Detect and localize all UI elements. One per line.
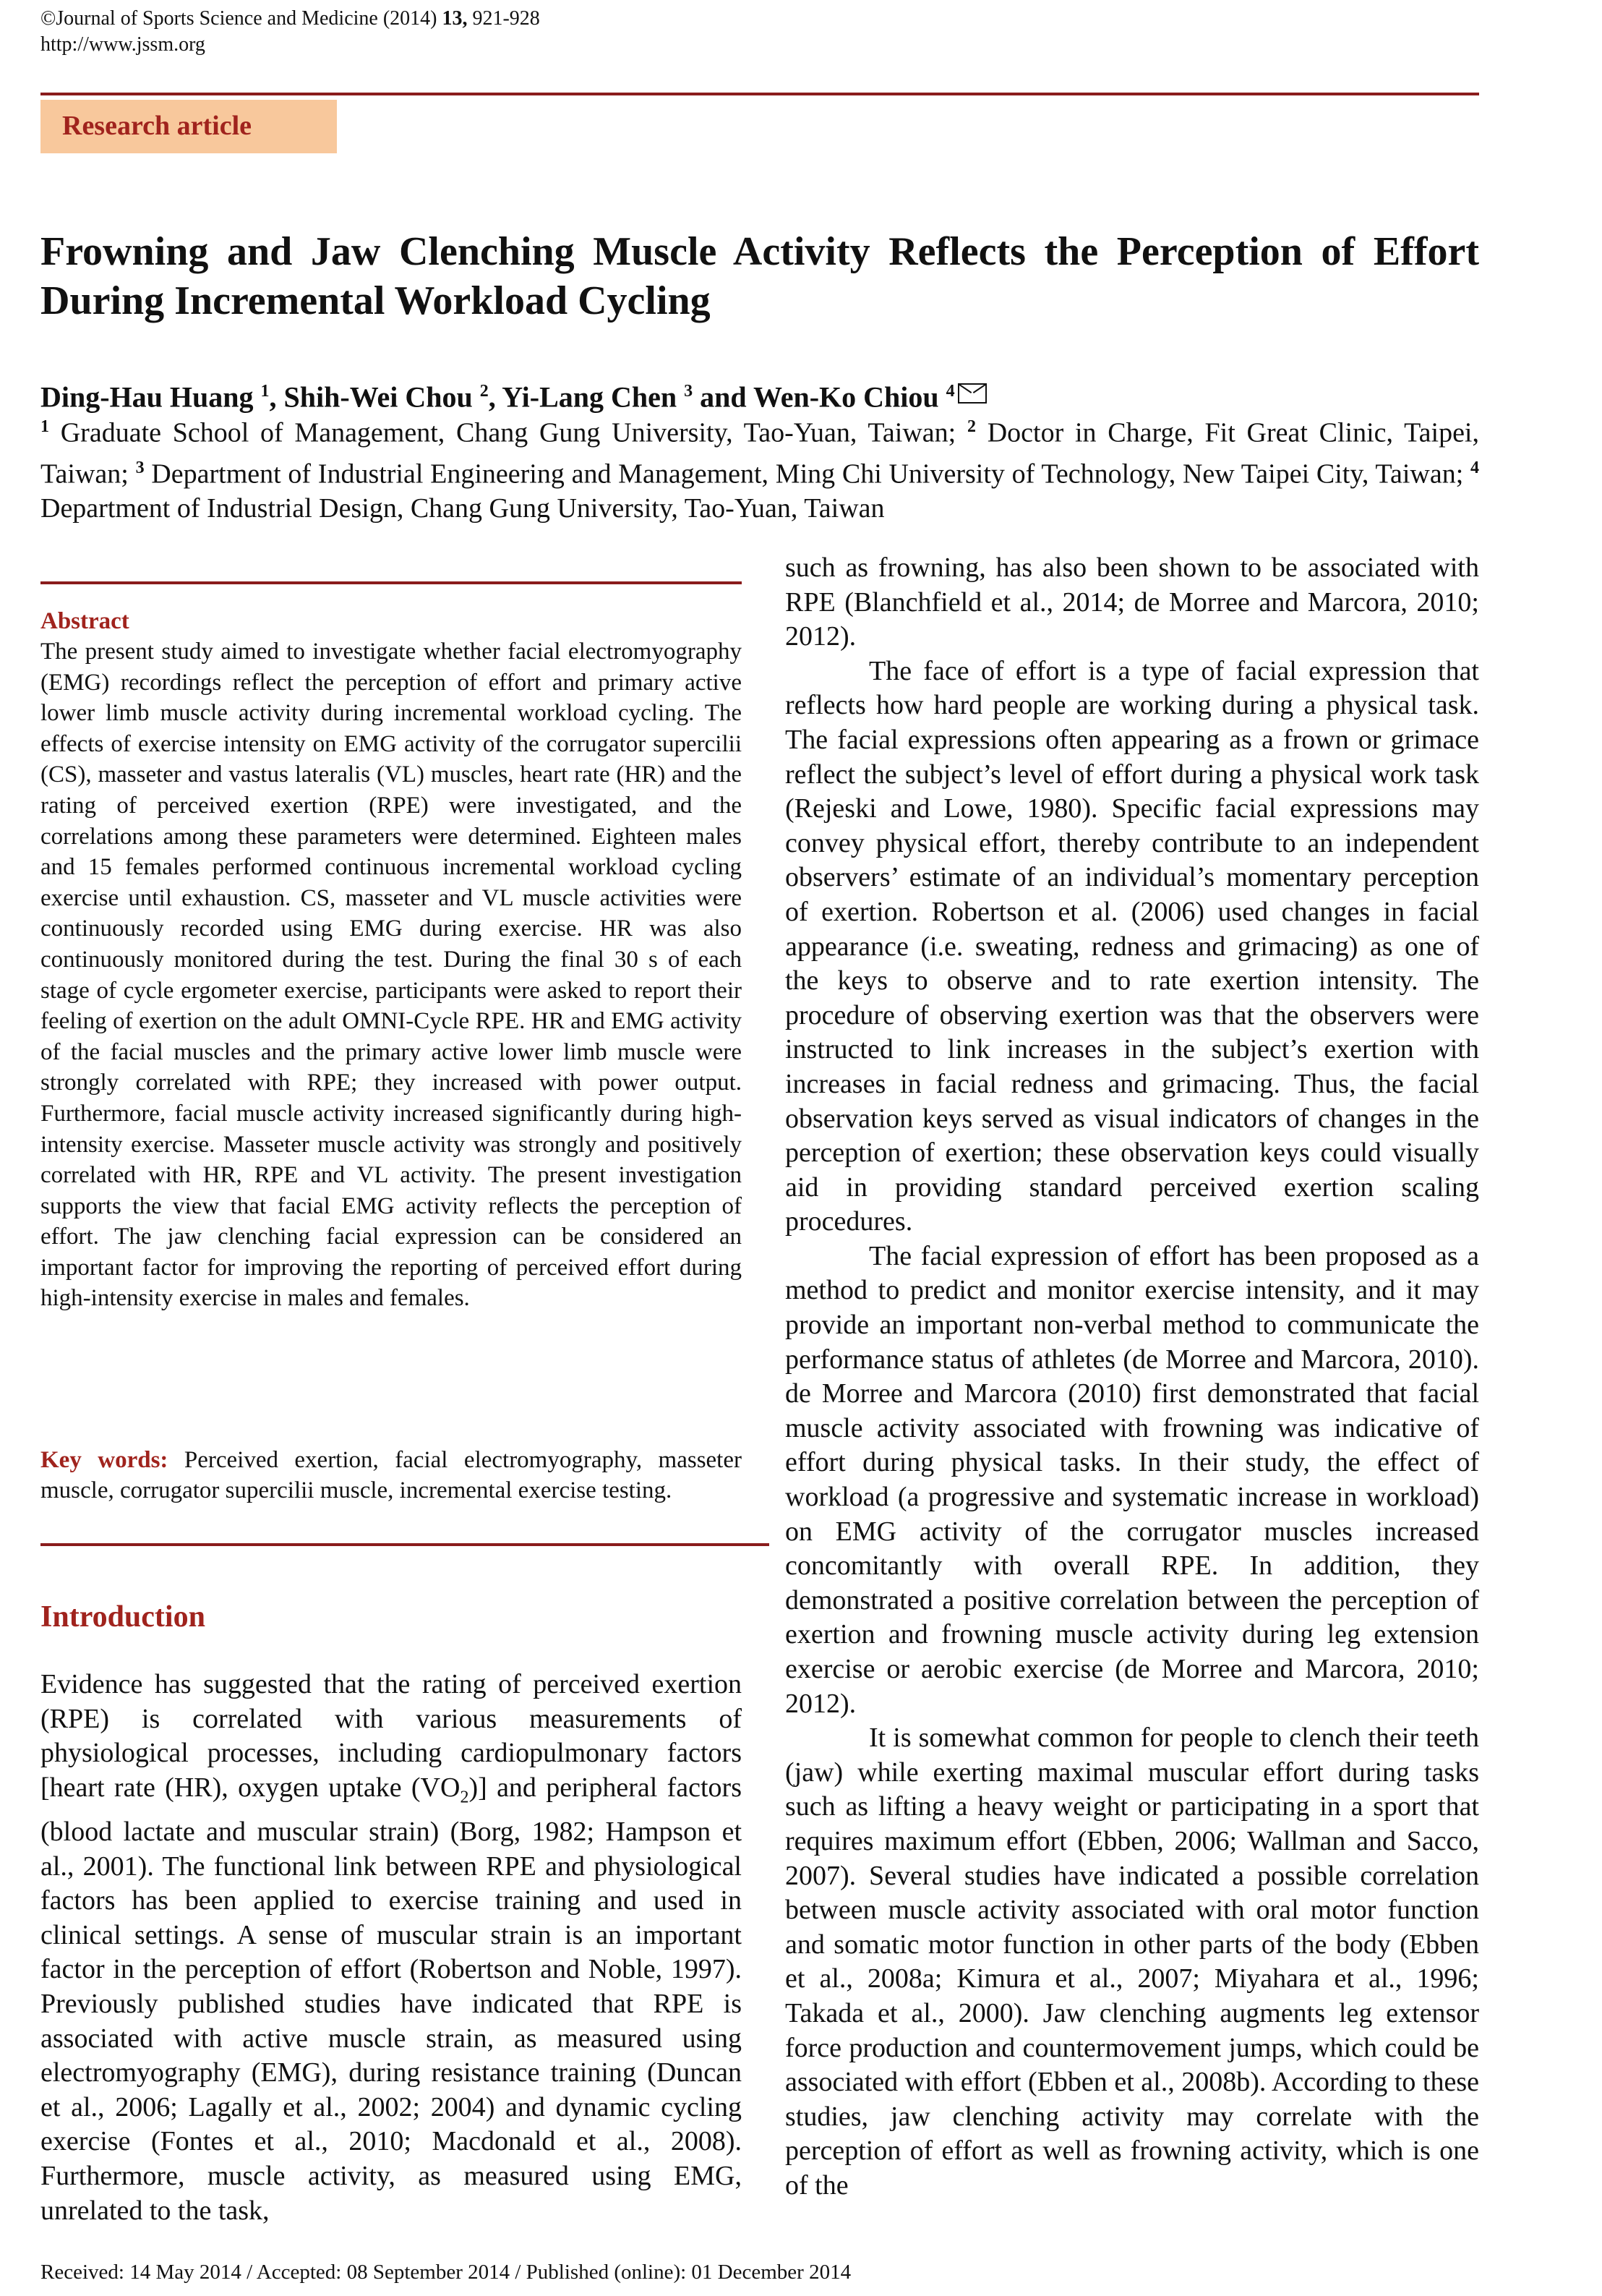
keywords (40, 1445, 742, 1506)
introduction-paragraph: Evidence has suggested that the rating of perceived exertion (RPE) is correlated with various measurements of physiological processes, including cardiopulmonary factors [heart rate (HR), oxygen uptake $(VO_2)$] and peripheral factors (blood lactate and muscular strain) (Borg, 1982; Hampson et al., 2001). The functional link between RPE and physiological factors has been applied to exercise training and used in clinical settings. A sense of muscular strain is an important factor in the perception of effort (Robertson and Noble, 1997). Previously published studies have indicated that RPE is associated with active muscle strain, as measured using electromyography (EMG), during resistance training (Duncan et al., 2006; Lagally et al., 2002; 2004) and dynamic cycling exercise (Fontes et al., 2010; Macdonald et al., 2008). Furthermore, muscle activity, as measured using EMG, unrelated to the task, (40, 1669, 742, 2226)
body-paragraph: The facial expression of effort has been proposed as a method to predict and monitor exercise intensity, and it may provide an important non-verbal method to communicate the performance status of athletes (de Morree and Marcora, 2010). de Morree and Marcora (2010) first demonstrated that facial muscle activity associated with frowning was indicative of effort during physical tasks. In their study, the effect of workload (a progressive and systematic increase in workload) on EMG activity of the corrugator muscles increased concomitantly with overall RPE. In addition, they demonstrated a positive correlation between the perception of exertion and frowning muscle activity during leg extension exercise or aerobic exercise (de Morree and Marcora, 2010; 2012). (785, 1240, 1479, 1719)
article-title: Frowning and Jaw Clenching Muscle Activity Reflects the Perception of Effort During Incremental Workload Cycling (40, 229, 1479, 323)
keywords-label: Key words: (40, 1447, 168, 1473)
header-rule (40, 93, 1479, 95)
affiliations: $^1$ Graduate School of Management, Chang Gung University, Tao-Yuan, Taiwan; $^2$ Doctor in Charge, Fit Great Clinic, Taipei, Taiwan; $^3$ Department of Industrial Engineering and Management, Ming Chi University of Technology, New Taipei City, Taiwan; $^4$ Department of Industrial Design, Chang Gung University, Tao-Yuan, Taiwan (40, 417, 1479, 524)
body-paragraph: It is somewhat common for people to clench their teeth (jaw) while exerting maximal muscular effort during tasks such as lifting a heavy weight or participating in a sport that requires maximum effort (Ebben, 2006; Wallman and Sacco, 2007). Several studies have indicated a possible correlation between muscle activity associated with oral motor function and somatic motor function in other parts of the body (Ebben et al., 2008a; Kimura et al., 2007; Miyahara et al., 1996; Takada et al., 2000). Jaw clenching augments leg extensor force production and countermovement jumps, which could be associated with effort (Ebben et al., 2008b). According to these studies, jaw clenching activity may correlate with the perception of effort as well as frowning activity, which is one of the (785, 1723, 1479, 2201)
introduction-heading: Introduction (40, 1600, 205, 1634)
abstract-text: The present study aimed to investigate whether facial electromyography (EMG) recordings reflect the perception of effort and primary active lower limb muscle activity during incremental workload cycling. The effects of exercise intensity on EMG activity of the corrugator supercilii (CS), masseter and vastus lateralis (VL) muscles, heart rate (HR) and the rating of perceived exertion (RPE) were investigated, and the correlations among these parameters were determined. Eighteen males and 15 females performed continuous incremental workload cycling exercise until exhaustion. CS, masseter and VL muscle activities were continuously recorded using EMG during exercise. HR was also continuously monitored during the test. During the final 30 s of each stage of cycle ergometer exercise, participants were asked to report their feeling of exertion on the adult OMNI-Cycle RPE. HR and EMG activity of the facial muscles and the primary active lower limb muscle were strongly correlated with RPE; they increased with power output. Furthermore, facial muscle activity increased significantly during high-intensity exercise. Masseter muscle activity was strongly and positively correlated with HR, RPE and VL activity. The present investigation supports the view that facial EMG activity reflects the perception of effort. The jaw clenching facial expression can be considered an important factor for improving the reporting of perceived effort during high-intensity exercise in males and females. (40, 639, 742, 1312)
body-paragraph: The face of effort is a type of facial expression that reflects how hard people are working during a physical task. The facial expressions often appearing as a frown or grimace reflect the subject’s level of effort during a physical work task (Rejeski and Lowe, 1980). Specific facial expressions may convey physical effort, thereby contribute to an independent observers’ estimate of an individual’s momentary perception of exertion. Robertson et al. (2006) used changes in facial appearance (i.e. sweating, redness and grimacing) as one of the keys to observe and to rate exertion intensity. The procedure of observing exertion was that the observers were instructed to link increases in the subject’s exertion with increases in facial redness and grimacing. Thus, the facial observation keys served as visual indicators of changes in the perception of exertion; these observation keys could visually aid in providing standard perceived exertion scaling procedures. (785, 655, 1479, 1237)
publication-dates: Received: 14 May 2014 / Accepted: 08 September 2014 / Published (online): 01 December 2014 (40, 2261, 852, 2284)
abstract-top-rule (40, 581, 742, 584)
keywords-text: Perceived exertion, facial electromyography, masseter muscle, corrugator supercilii muscle, incremental exercise testing. (40, 1447, 742, 1503)
abstract-bottom-rule (40, 1543, 769, 1546)
article-type-badge: Research article (40, 100, 337, 153)
journal-citation: ©Journal of Sports Science and Medicine (2014) 13, 921-928 (40, 7, 540, 30)
right-column (785, 551, 1479, 2203)
abstract-heading: Abstract (40, 608, 129, 634)
author-list: Ding-Hau Huang $^1$, Shih-Wei Chou $^2$, Yi-Lang Chen $^3$ and Wen-Ko Chiou $^4$ (40, 373, 987, 415)
email-envelope-icon[interactable] (958, 383, 987, 404)
body-paragraph: such as frowning, has also been shown to be associated with RPE (Blanchfield et al., 2014; de Morree and Marcora, 2010; 2012). (785, 552, 1479, 652)
journal-url[interactable]: http://www.jssm.org (40, 33, 205, 56)
journal-header (40, 6, 540, 58)
